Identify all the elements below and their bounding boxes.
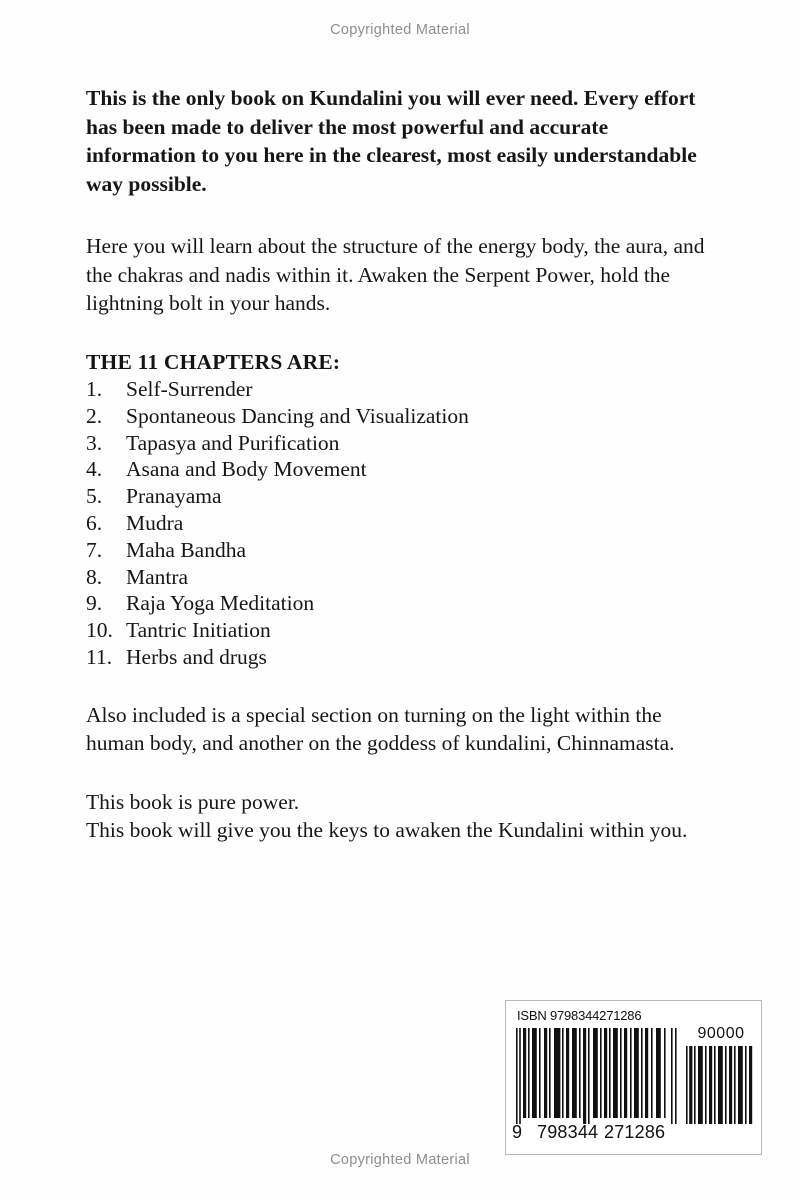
spacer [86,758,716,788]
chapter-number: 8. [86,564,103,589]
chapter-list [86,376,716,671]
copyrighted-material-watermark-bottom: Copyrighted Material [330,1152,470,1168]
chapter-number: 11. [86,644,113,669]
chapter-title: Maha Bandha [126,537,247,562]
isbn-barcode-block [505,1000,762,1155]
copyrighted-material-watermark-top: Copyrighted Material [330,22,470,38]
list-item [86,456,716,483]
chapter-number: 10. [86,618,113,643]
chapter-title: Pranayama [126,484,222,509]
chapter-number: 6. [86,510,103,535]
list-item [86,483,716,510]
list-item [86,403,716,430]
blurb-paragraph-4: This book is pure power. [86,789,300,814]
addon-price-code: 90000 [697,1025,745,1042]
list-item [86,376,716,403]
list-item [86,430,716,457]
list-item [86,510,716,537]
chapter-number: 9. [86,591,103,616]
spacer [86,198,716,232]
chapter-number: 4. [86,457,103,482]
list-item [86,564,716,591]
ean5-addon-barcode-icon [686,1046,753,1124]
barcode-human-readable-digits [512,1121,684,1145]
list-item [86,644,716,671]
chapters-heading: THE 11 CHAPTERS ARE: [86,349,341,374]
chapter-title: Tapasya and Purification [126,430,340,455]
list-item [86,617,716,644]
spacer [86,318,716,348]
blurb-paragraph-1: This is the only book on Kundalini you will ever need. Every effort has been made to deliver the most powerful and accurate information to you here in the clearest, most easily understandable way possible. [86,86,697,196]
list-item [86,537,716,564]
chapter-number: 7. [86,537,103,562]
blurb-paragraph-2: Here you will learn about the structure of the energy body, the aura, and the chakras and nadis within it. Awaken the Serpent Power, hold the lightning bolt in your hands. [86,234,705,315]
chapter-title: Mudra [126,510,184,535]
chapter-number: 3. [86,430,103,455]
blurb-paragraph-5: This book will give you the keys to awaken the Kundalini within you. [86,818,688,843]
chapter-title: Asana and Body Movement [126,457,367,482]
chapter-title: Tantric Initiation [126,618,271,643]
chapter-number: 2. [86,403,103,428]
back-cover-copy [86,84,716,845]
chapter-title: Mantra [126,564,189,589]
barcode-digit-lead: 9 [512,1122,523,1142]
chapter-title: Self-Surrender [126,377,253,401]
chapter-title: Raja Yoga Meditation [126,591,315,616]
barcode-digits-right: 271286 [604,1122,666,1142]
chapter-number: 5. [86,484,103,509]
barcode-digits-left: 798344 [537,1122,599,1142]
blurb-paragraph-3: Also included is a special section on turning on the light within the human body, and another on the goddess of kundalini, Chinnamasta. [86,702,675,756]
ean13-barcode-icon [516,1028,679,1124]
list-item [86,590,716,617]
chapter-title: Herbs and drugs [126,644,267,669]
isbn-label: ISBN 9798344271286 [517,1008,642,1023]
chapter-number: 1. [86,377,103,401]
chapter-title: Spontaneous Dancing and Visualization [126,403,469,428]
spacer [86,671,716,701]
